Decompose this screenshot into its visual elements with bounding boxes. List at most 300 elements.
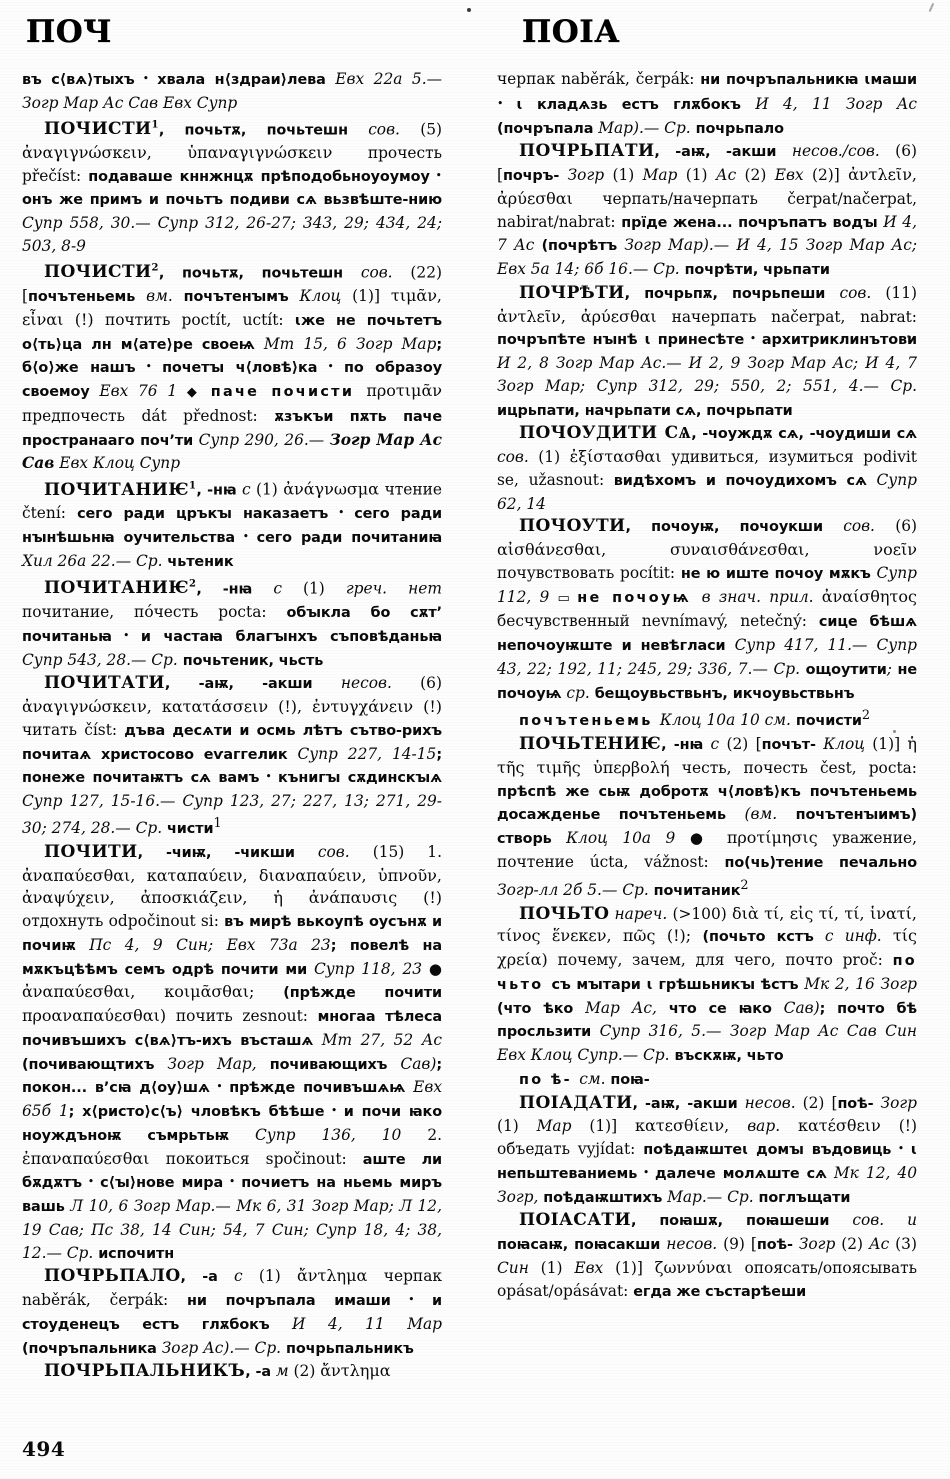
entry-headword: ПОЧЬТЕНИѤ: [519, 734, 662, 755]
text-run-sl: ; х⟨ристо⟩с⟨ъ⟩ чловѣкъ бѣѣше: [68, 1104, 325, 1120]
text-run-sl: ицрьпати, начрьпати сѧ, почрьпати: [497, 402, 793, 419]
text-run-sl: поглъщати: [753, 1189, 851, 1206]
text-run-slsp: почътеньемь: [519, 713, 660, 730]
text-run-it: Супр 316, 5.— Зогр Мар Ас Сав Син Евх Клоц Супр.— Ср.: [497, 1022, 917, 1064]
dictionary-entry: [22, 475, 442, 574]
text-run-ru: отдохнуть: [22, 912, 109, 930]
text-run-sl: почрѣти, чрьпати: [679, 262, 830, 278]
text-run-slsp: паче почисти: [210, 384, 367, 401]
text-run-gr: ἀντλεῖν, ἀρύεσθαι: [497, 165, 918, 208]
text-run-gr: ἀναίσθητος: [821, 586, 917, 606]
text-run-it: ;: [886, 659, 898, 678]
text-run-sl: , -аѭ, -акши: [654, 144, 792, 161]
text-run-it: (вм.: [744, 805, 796, 824]
text-run-it: Мар): [593, 118, 639, 137]
text-run-it: см.: [764, 711, 791, 730]
text-run-sl: въ мирѣ вькоупѣ оусънѫ и почиѭ: [22, 914, 443, 954]
text-run-num: (1): [677, 166, 716, 184]
text-run-it: Сав): [771, 998, 820, 1017]
text-run-it: И 4, 11 Зогр Ас: [740, 94, 917, 113]
text-run-itb: Зогр Мар Ас Сав: [22, 430, 442, 473]
text-run-gr: ἡ τῆς τιμῆς ὑπερβολή: [497, 734, 918, 777]
text-run-bullet: •: [223, 1175, 242, 1189]
text-run-cz: odpočinout si:: [108, 912, 225, 930]
text-run-sl: почрьпало: [690, 120, 784, 137]
text-run-slsp: по чьто: [497, 953, 917, 993]
text-run-it: И 2, 8 Зогр Мар Ас.— И 2, 9 Зогр Мар Ас; И 4, 7 Зогр Мар; Супр 312, 29; 550, 2; 551, 4.— Ср.: [497, 354, 917, 395]
entry-headword: ПОЧРЬПАТИ: [519, 141, 655, 162]
text-run-sl: почиетъ на ньемь миръ вашь: [22, 1175, 442, 1215]
text-run-it: Клоц: [299, 287, 342, 306]
text-run-bullet: •: [429, 168, 442, 182]
text-run-sl: , -а: [245, 1364, 276, 1381]
text-run-gr: αἰσθάνεσθαι, συναισθάνεσθαι, νοεῖν: [497, 540, 917, 559]
text-run-bullet: •: [134, 72, 158, 85]
text-run-sl: аште ли бѫдѫтъ: [22, 1151, 442, 1192]
text-run-ru: чтение: [384, 480, 442, 499]
text-run-it: Мт 15, 6 Зогр Мар: [254, 334, 437, 353]
text-run-sl: почътенꙑимъ): [795, 807, 917, 824]
text-run-square: ▭: [557, 590, 578, 606]
text-run-sl: почътенꙑмъ: [172, 289, 300, 306]
text-run-it: .— Ср.: [229, 1338, 282, 1357]
text-run-cz: úcta, vážnost:: [589, 852, 725, 871]
text-run-sl: дъва десѧти и осмь лѣтъ сътво-рихъ почитаѧ христосово еѵаггелик: [22, 722, 442, 763]
entry-headword: ПОІАСАТИ: [519, 1210, 631, 1231]
text-run-it: сов.: [839, 283, 872, 302]
text-run-slsp: по ѣ-: [519, 1071, 580, 1088]
dictionary-entry: [22, 115, 442, 258]
text-run-it: Супр 543, 28.— Ср.: [22, 650, 178, 669]
text-run-bullet: •: [111, 628, 141, 642]
text-run-sl: сего ради нꙑнѣшьнꙗ оучительства: [22, 506, 442, 547]
text-run-sl: почрьпальникъ: [281, 1340, 414, 1357]
text-run-it: И 4, 11 Мар: [269, 1314, 442, 1333]
text-run-sl: поѣ-: [756, 1237, 799, 1253]
text-run-it: Ас: [715, 166, 737, 184]
text-run-it: с: [241, 480, 251, 499]
text-run-gr: ἐπαναπαύεσθαι: [22, 1148, 166, 1168]
text-run-it: с: [710, 735, 720, 754]
text-run-bullet: •: [744, 332, 762, 346]
text-run-cz: spočinout:: [265, 1149, 363, 1168]
text-run-sl: прѣспѣ же сьѭ добротѫ ч⟨ловѣ⟩къ почътеньемь досажденье почътеньемь: [497, 783, 917, 824]
text-run-bullet: •: [637, 1165, 655, 1179]
text-run-sl: испочитн: [93, 1245, 175, 1262]
text-run-ru: почить: [175, 1007, 243, 1025]
text-run-bullet: •: [135, 360, 163, 374]
headword-homonym-number: 2: [151, 262, 159, 274]
text-run-sl: ни почръпальникꙗ ꙇмаши: [700, 72, 917, 88]
dictionary-entry: [497, 1092, 917, 1210]
text-run-num: (2) [: [719, 735, 762, 754]
text-columns: [0, 68, 950, 1408]
dictionary-entry: [22, 574, 442, 673]
entry-headword: ПОЧИТАТИ: [44, 673, 165, 694]
text-run-num: (6): [391, 674, 442, 693]
text-run-num: (2): [288, 1362, 321, 1381]
text-run-circle: ●: [428, 959, 443, 978]
text-run-ru: объедать: [497, 1140, 578, 1158]
entry-headword: ПОЧИТАНИѤ$^2$: [44, 578, 197, 599]
text-run-gr: ἀναγιγνώσκειν, ὑπαναγιγνώσκειν: [22, 142, 368, 162]
dictionary-entry: [22, 672, 442, 840]
dictionary-entry: [497, 282, 917, 423]
text-run-it: несов./сов.: [791, 142, 880, 161]
text-run-it: Супр 127, 15-16.— Супр 123, 27; 227, 13; 271, 29-30; 274, 28.— Ср.: [22, 792, 442, 837]
text-run-sl: почръпѣте нꙑнѣ ꙇ принесѣте: [497, 332, 745, 349]
dictionary-entry: [497, 422, 917, 515]
text-run-bullet: •: [317, 360, 344, 374]
text-run-num: (2) [: [795, 1093, 838, 1112]
entry-continuation: [497, 68, 917, 140]
text-run-num: (!): [898, 1117, 917, 1136]
text-run-cz: proč:: [842, 951, 893, 969]
dictionary-entry: [22, 258, 442, 475]
text-run-gr: κατέσθειν: [797, 1116, 899, 1136]
text-run-sl: ѫзъкъи пѫть паче пространааго поч’ти: [22, 408, 442, 449]
text-run-ru: удивиться, изумиться: [671, 448, 864, 466]
text-run-it: сов.: [843, 517, 875, 536]
dictionary-entry: [497, 1209, 917, 1303]
text-run-sl: поѣ-: [837, 1095, 881, 1112]
text-run-it: Л 10, 6 Зогр Мар.— Мк 6, 31 Зогр Мар; Л 12, 19 Сав; Пс 38, 14 Син; 54, 7 Син; Супр 18, 4; 38, 12.— Ср.: [22, 1197, 442, 1262]
text-run-it: Мар Ас,: [573, 998, 669, 1017]
text-run-it: с: [273, 579, 282, 598]
text-run-sl: створь: [497, 831, 552, 848]
column-right: [497, 68, 917, 1303]
text-run-num: (1)]: [571, 1117, 635, 1136]
text-run-sl: (прѣжде почити: [283, 985, 442, 1002]
text-run-sl: (почрѣтъ: [541, 238, 618, 255]
text-run-it: Зогр: [567, 166, 605, 184]
text-run-gr: ζωννύναι: [654, 1257, 745, 1277]
text-run-it: несов.: [744, 1093, 796, 1112]
text-run-sl: (что ѣко: [497, 1000, 574, 1017]
text-run-sl: подаваше кннжнцѫ прѣподобьноуоумоу: [88, 168, 430, 185]
text-run-num: (1)]: [864, 735, 908, 754]
text-run-it: Супр 417, 11.— Супр 43, 22; 192, 11; 245, 29; 336, 7.— Ср.: [497, 636, 917, 678]
text-run-cz: čtení:: [22, 504, 78, 523]
text-run-sl: обꙑкла бо сѫт’ почитаньꙗ: [22, 605, 442, 645]
text-run-gr: ἄντλημα: [320, 1361, 391, 1381]
text-run-sl: прїде жена... почръпатъ водꙑ: [621, 214, 878, 231]
headword-homonym-number: 1: [151, 119, 159, 131]
text-run-sl: (почръпальника: [22, 1340, 157, 1357]
text-run-num: (2)]: [803, 166, 849, 184]
text-run-bullet: •: [497, 96, 517, 110]
text-run-num: (11): [871, 283, 917, 302]
text-run-it: Зогр: [798, 1235, 836, 1253]
text-run-gr: ἀναπαύεσθαι, καταπαύειν, διαναπαύειν, ὑπνοῦν, ἀναψύχειν, ἀποσκιάζειν, ἡ ἀνάπαυσις (!): [22, 865, 442, 908]
homonym-superscript: 2: [740, 877, 749, 893]
text-run-num: (2): [835, 1235, 869, 1253]
text-run-it: Зогр Мар): [617, 236, 709, 255]
text-run-it: Евх 22а 5.— Зогр Мар Ас Сав Евх Супр: [22, 70, 442, 112]
text-run-it: Зогр Ас): [156, 1338, 230, 1357]
text-run-ru: почитание, по́честь: [22, 603, 219, 622]
text-run-sl: почивающихъ: [269, 1056, 388, 1073]
text-run-sl: с⟨ꙑ⟩нове мира: [100, 1175, 224, 1192]
text-run-slsp: не почоуѩ: [577, 589, 702, 606]
text-run-it: Супр 62, 14: [497, 470, 917, 513]
text-run-gr: ἀνάγνωσμα: [283, 479, 385, 499]
text-run-sl: ꙇ непьштеваниемь: [497, 1142, 918, 1182]
text-run-sl: кънигꙑ сѫдинскꙑѧ: [277, 770, 442, 787]
text-run-it: Клоц 10а 9: [551, 829, 690, 848]
headword-homonym-number: 2: [189, 578, 197, 590]
text-run-sl: чисти: [162, 821, 214, 837]
text-run-cz: přečíst:: [22, 166, 89, 185]
entry-headword: ПОЧИТИ: [44, 841, 138, 862]
text-run-it: сов.: [497, 448, 529, 466]
text-run-bullet: •: [259, 770, 278, 784]
text-run-sl: по образоу своемоу: [22, 360, 443, 401]
text-run-it: сов.: [368, 120, 400, 139]
text-run-num: (1): [250, 480, 284, 499]
text-run-bullet: •: [328, 506, 355, 520]
text-run-sl: съ мꙑтари ꙇ грѣшьникꙑ ѣстъ: [551, 976, 799, 993]
text-run-it: ср.: [566, 683, 590, 702]
text-run-cz: opásat/opásávat:: [497, 1281, 634, 1300]
text-run-circle: ●: [689, 829, 727, 848]
text-run-num: (9) [: [717, 1235, 757, 1253]
text-run-it: Зогр Мар,: [154, 1054, 270, 1073]
text-run-it: Мар: [536, 1117, 572, 1136]
page-number: 494: [22, 1437, 66, 1461]
text-run-sl: , почьтѫ, почьтешн: [158, 122, 369, 139]
entry-continuation: [22, 68, 442, 115]
entry-headword: ПОЧОУТИ: [519, 516, 626, 537]
text-run-cz: pocítit:: [619, 563, 681, 582]
text-run-it: Супр 290, 26.—: [193, 430, 330, 449]
text-run-sl: , -нꙗ: [196, 482, 242, 499]
text-run-cz: naběrák, čerpák:: [22, 1291, 188, 1309]
text-run-sl: сице бѣшѧ непочоуѭште и невѣгласи: [497, 614, 918, 654]
text-run-sl: почътеньемь: [28, 289, 147, 306]
text-run-it: сов.: [317, 842, 350, 861]
text-run-ru: бесчувственный: [497, 612, 642, 631]
text-run-num: (15) 1.: [349, 842, 442, 861]
text-run-gr: ἐξίστασθαι: [569, 447, 672, 466]
text-run-sl: ꙇже не почьтетъ о⟨ть⟩ца лн м⟨ате⟩ре своеѩ: [22, 312, 442, 353]
text-run-ru: черпак: [383, 1267, 442, 1286]
text-run-sl: почьтеник, чьсть: [177, 652, 324, 669]
text-run-num: (1): [528, 1258, 575, 1277]
text-run-ru: уважение, почтение: [497, 829, 917, 871]
text-run-sl: не ю иште почоу мѫкъ: [680, 565, 871, 582]
dictionary-entry: [497, 903, 917, 1068]
running-heads: [0, 12, 950, 58]
text-run-gr: κατεσθίειν,: [635, 1116, 748, 1136]
text-run-cz: pocta:: [218, 603, 287, 622]
text-run-it: Евх 76 1: [89, 382, 187, 401]
text-run-ru: почувствовать: [497, 563, 620, 582]
text-run-sl: , почьтѫ, почьтешн: [158, 265, 361, 282]
text-run-sl: что се ꙗко: [668, 1000, 772, 1017]
text-run-it: Супр 118, 23: [307, 959, 429, 978]
text-run-sl: и частаꙗ благꙑнхъ съповѣданьꙗ: [140, 628, 443, 645]
text-run-it: нареч.: [609, 904, 668, 923]
text-run-sl: и почи ꙗко ноуждъноѭ съмрьтьѭ: [22, 1104, 443, 1144]
text-run-it: Ас: [868, 1235, 890, 1253]
text-run-sl: ; б⟨о⟩же нашъ: [22, 336, 442, 377]
text-run-sl: не почоуѩ: [497, 661, 918, 702]
text-run-it: И 4, 7 Ас: [497, 212, 917, 255]
text-run-sl: ; покон... в’сꙗ д⟨оу⟩шѧ: [22, 1056, 443, 1097]
text-run-sl: егда же състарѣеши: [633, 1283, 807, 1300]
text-run-it: Клоц: [823, 735, 865, 754]
text-run-num: (1): [281, 579, 346, 598]
text-run-it: с инф.: [824, 927, 893, 946]
text-run-sl: , почрьпѫ, почрьпеши: [624, 285, 840, 302]
text-run-it: Хил 26а 22.— Ср.: [22, 551, 163, 570]
text-run-it: греч. нет: [345, 579, 442, 598]
text-run-num: (>100): [667, 904, 732, 923]
text-run-sl: (почивающтихъ: [22, 1056, 155, 1073]
text-run-num: (1): [528, 448, 570, 466]
text-run-sl: прѣжде почивъшѧѩ: [229, 1080, 406, 1097]
dictionary-entry: [22, 1265, 442, 1360]
text-run-it: Супр 136, 10: [229, 1125, 428, 1144]
text-run-sl: поѣдаѭштихъ: [543, 1189, 663, 1206]
text-run-num: (1)]: [341, 287, 391, 306]
text-run-gr: ἀναγιγνώσκειν, κατατάσσειν (!), ἐντυγχάνειν (!): [22, 697, 442, 717]
text-run-sl: по(чь)тение печально: [724, 854, 918, 871]
text-run-sl: видѣхомъ и почоудихомъ сѧ: [613, 472, 867, 489]
text-run-ru: предпочесть: [22, 406, 142, 425]
text-run-cz: načerpat, nabrat:: [771, 307, 917, 326]
text-run-sl: (почръпала: [497, 120, 594, 137]
text-run-it: м: [275, 1362, 289, 1381]
text-run-sl: поꙗсаѭ, поꙗсакши: [497, 1237, 667, 1253]
text-run-gr: προτιμᾶν: [366, 381, 442, 401]
entry-headword: ПОЧИТАНИѤ$^1$: [44, 479, 197, 500]
text-run-ru: почтить: [104, 310, 182, 329]
text-run-sl: , почоуѭ, почоукши: [625, 519, 844, 536]
text-run-it: несов.: [340, 674, 392, 693]
text-run-ru: черпать/начерпать: [602, 189, 788, 208]
text-run-bullet: •: [891, 1142, 911, 1155]
text-run-num: 2.: [427, 1125, 442, 1144]
dictionary-entry: [497, 140, 917, 282]
dictionary-entry: [497, 515, 917, 705]
text-run-sl: , -аѭ, -акши: [164, 676, 341, 693]
text-run-sl: ; понеже почитаѭтъ сѧ вамъ: [22, 746, 442, 787]
text-run-it: Супр 227, 14-15: [287, 744, 437, 763]
text-run-bullet: •: [324, 1104, 344, 1117]
text-run-it: Супр 558, 30.— Супр 312, 26-27; 343, 29; 434, 24; 503, 8-9: [22, 214, 442, 255]
text-run-sl: , -аѭ, -акши: [632, 1095, 745, 1112]
text-run-it: Зогр-лл 2б 5.— Ср.: [497, 880, 649, 899]
entry-headword: ПОЧИСТИ$^2$: [44, 262, 159, 283]
text-run-gr: ἀναπαύεσθαι, κοιμᾶσθαι;: [22, 982, 284, 1002]
text-run-gr: ἀντλεῖν, ἀρύεσθαι: [497, 306, 672, 326]
text-run-num: (1): [604, 166, 643, 184]
text-run-ru: честь, почесть: [681, 758, 820, 777]
entry-headword: ПОЧИСТИ$^1$: [44, 119, 159, 140]
text-run-num: (1): [497, 1117, 537, 1136]
running-head-left: ПОЧ: [26, 14, 113, 50]
text-run-it: вар.: [747, 1117, 798, 1136]
text-run-it: сов. и: [852, 1211, 918, 1230]
text-run-ru: покоиться: [165, 1149, 266, 1168]
text-run-num: (5): [399, 120, 442, 139]
entry-headword: ПОЧРЬПАЛЬНИКЪ: [44, 1361, 246, 1382]
text-run-it: см.: [579, 1069, 611, 1088]
text-run-cz: poctít, uctít:: [181, 310, 295, 329]
dictionary-entry: [22, 841, 442, 1266]
text-run-it: Зогр: [880, 1093, 917, 1112]
running-head-right: ПОІА: [522, 14, 621, 50]
text-run-ru: читать: [22, 720, 85, 739]
text-run-it: несов.: [666, 1235, 718, 1253]
text-run-sl: сего ради почитаниꙗ: [256, 530, 443, 547]
text-run-num: (6): [874, 517, 917, 536]
text-run-num: (6) [: [497, 142, 917, 184]
text-run-it: Син: [497, 1258, 529, 1277]
text-run-cz: podivit se, užasnout:: [497, 448, 917, 489]
cross-reference-entry: [497, 1068, 917, 1092]
text-run-sl: , -чиѭ, -чикши: [137, 844, 318, 861]
text-run-it: Клоц 10а 10: [659, 711, 765, 730]
text-run-num: (2): [736, 166, 775, 184]
text-run-num: (3): [889, 1235, 917, 1253]
homonym-superscript: 2: [861, 708, 871, 724]
dictionary-entry: [22, 1360, 442, 1384]
homonym-superscript: 1: [213, 815, 222, 831]
text-run-sl: ни почръпала имаши: [187, 1293, 391, 1309]
text-run-sl: почитаник: [648, 882, 741, 899]
text-run-it: Мар.— Ср.: [662, 1187, 754, 1206]
entry-headword: ПОЧРЬПАЛО: [44, 1266, 181, 1287]
text-run-it: сов.: [360, 263, 393, 282]
text-run-it: в знач. прил.: [701, 587, 822, 606]
entry-headword: ПОЧРѢТИ: [519, 282, 625, 303]
text-run-sl: хвала н⟨здраи⟩лева: [157, 72, 326, 88]
text-run-sl: далече молѧште сѧ: [654, 1165, 827, 1182]
text-run-sl: почетꙑ ч⟨ловѣ⟩ка: [162, 360, 318, 377]
text-run-sl: , поꙗшѫ, поꙗшеши: [630, 1213, 853, 1230]
text-run-it: вм.: [146, 287, 173, 306]
text-run-sl: почръ-: [503, 168, 568, 184]
text-run-cz: dát přednost:: [141, 406, 275, 425]
text-run-cz: vyjídat:: [577, 1140, 644, 1158]
text-run-sl: , -нꙗ: [196, 581, 274, 598]
text-run-it: .— Ср.: [639, 118, 691, 137]
entry-headword: ПОІАДАТИ: [519, 1092, 633, 1113]
text-run-bullet: •: [235, 530, 257, 544]
column-left: [22, 68, 442, 1384]
text-run-diamond: ◆: [186, 385, 211, 401]
text-run-bullet: •: [82, 1175, 101, 1189]
text-run-sl: многаа тѣлеса почивъшихъ с⟨вѧ⟩тъ-ихъ въсташѧ: [22, 1009, 442, 1049]
entry-headword: ПОЧЬТО: [519, 903, 610, 924]
text-run-num: (1): [242, 1267, 297, 1286]
text-run-sl: въскѫѭ, чьто: [669, 1048, 784, 1064]
text-run-ru: начерпать: [671, 307, 772, 326]
text-run-ru: прочесть: [367, 143, 442, 162]
text-run-sl: сего ради цръкꙑ наказаетъ: [77, 506, 329, 523]
text-run-it: Мар: [642, 166, 678, 184]
text-run-it: .— И 4, 15 Зогр Мар Ас; Евх 5а 14; 6б 16.— Ср.: [497, 236, 918, 278]
text-run-ru: почему, зачем, для чего, почто: [557, 951, 843, 969]
text-run-it: Евх 65б 1: [22, 1078, 443, 1120]
text-run-it: Мт 27, 52 Ас: [313, 1030, 442, 1049]
text-run-gr: τίς χρεία): [497, 926, 917, 969]
text-run-gr: προαναπαύεσθαι): [22, 1006, 176, 1025]
text-run-gr: διὰ τί, εἰς τί, τί, ἱνατί, τίνος ἕνεκεν, πῶς (!);: [497, 903, 917, 946]
